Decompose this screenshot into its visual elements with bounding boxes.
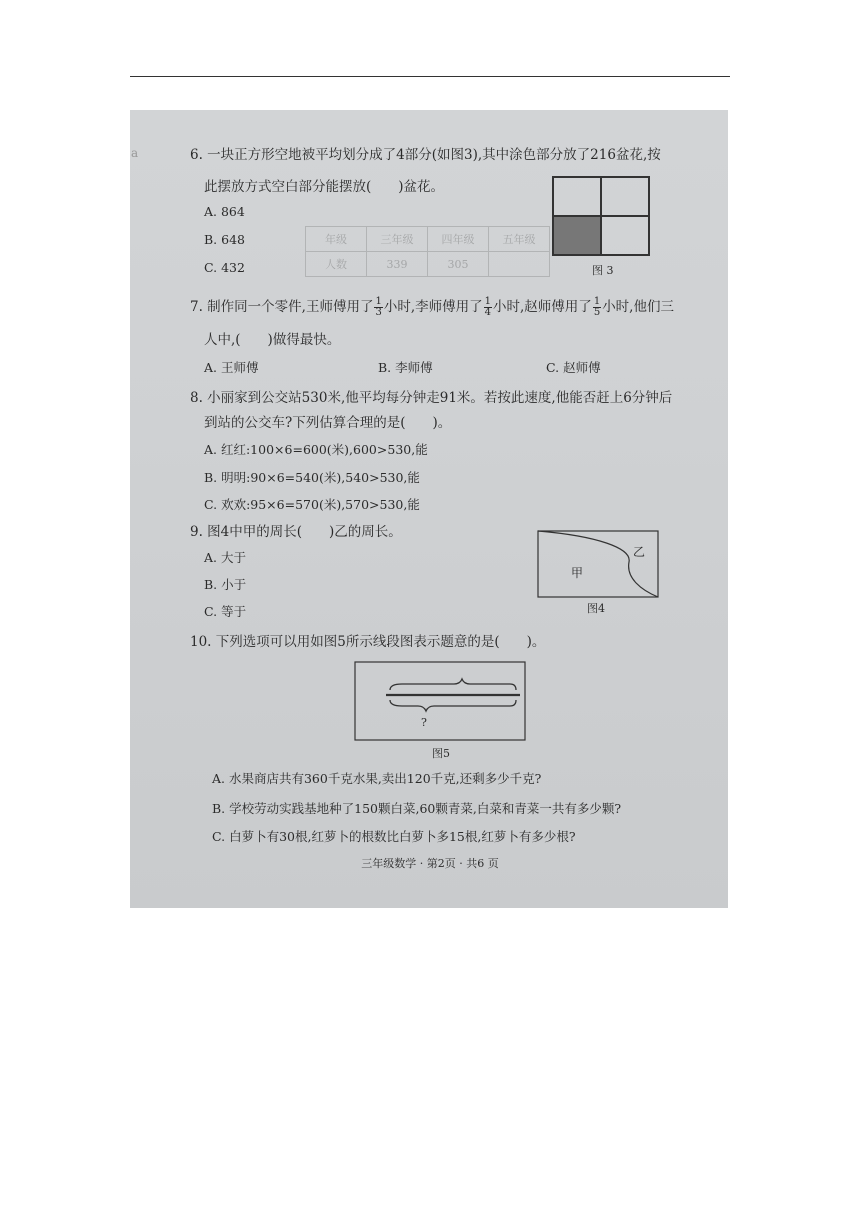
q8-option-b: B. 明明:90×6=540(米),540>530,能: [204, 470, 420, 485]
fraction-one-quarter: $\frac{1}{4}$: [484, 296, 492, 318]
square-cell-top-right: [601, 177, 649, 216]
edge-mark: a: [131, 146, 139, 160]
q8-option-a: A. 红红:100×6=600(米),600>530,能: [204, 442, 428, 457]
q8-line2: 到站的公交车?下列估算合理的是( )。: [204, 415, 452, 431]
figure-3-caption: 图 3: [592, 264, 614, 277]
label-yi: 乙: [633, 545, 646, 559]
ghost-cell: 年级: [306, 227, 367, 252]
figure-4-diagram: [537, 530, 659, 598]
q9-option-b: B. 小于: [204, 577, 247, 592]
q10-option-b: B. 学校劳动实践基地种了150颗白菜,60颗青菜,白菜和青菜一共有多少颗?: [212, 801, 622, 816]
q7-option-b: B. 李师傅: [378, 360, 433, 375]
square-cell-bottom-right: [601, 216, 649, 255]
q10-line1: 10. 下列选项可以用如图5所示线段图表示题意的是( )。: [190, 634, 546, 650]
square-cell-top-left: [553, 177, 601, 216]
q7-text-3: 小时,赵师傅用了: [493, 299, 592, 315]
bottom-brace: [390, 700, 516, 711]
ghost-cell: 339: [367, 252, 428, 277]
ghost-cell: 305: [428, 252, 489, 277]
ghost-cell: 五年级: [489, 227, 550, 252]
q7-text-4: 小时,他们三: [602, 299, 674, 315]
top-brace: [390, 679, 516, 690]
page-footer: 三年级数学 · 第2页 · 共6 页: [361, 857, 499, 870]
figure-5-caption: 图5: [432, 747, 450, 760]
q10-option-c: C. 白萝卜有30根,红萝卜的根数比白萝卜多15根,红萝卜有多少根?: [212, 829, 576, 844]
q6-line1: 6. 一块正方形空地被平均划分成了4部分(如图3),其中涂色部分放了216盆花,按: [190, 147, 661, 163]
figure-5-frame: [355, 662, 525, 740]
q10-option-a: A. 水果商店共有360千克水果,卖出120千克,还剩多少千克?: [212, 771, 542, 786]
q7-option-c: C. 赵师傅: [546, 360, 601, 375]
ghost-cell: 四年级: [428, 227, 489, 252]
q7-text-2: 小时,李师傅用了: [383, 299, 483, 315]
top-rule: [130, 76, 730, 77]
q9-option-a: A. 大于: [204, 550, 246, 565]
q8-option-c: C. 欢欢:95×6=570(米),570>530,能: [204, 497, 420, 512]
figure-5-line-diagram: [354, 661, 526, 741]
q8-line1: 8. 小丽家到公交站530米,他平均每分钟走91米。若按此速度,他能否赶上6分钟后: [190, 390, 673, 406]
bleed-through-table: [305, 226, 550, 277]
fraction-one-third: $\frac{1}{3}$: [375, 296, 382, 318]
q7-line1: [190, 297, 674, 318]
ghost-cell: 三年级: [367, 227, 428, 252]
figure-3-square: [552, 176, 650, 256]
q7-text-1: 7. 制作同一个零件,王师傅用了: [190, 299, 374, 315]
question-mark-label: ?: [421, 716, 427, 729]
label-jia: 甲: [571, 566, 584, 580]
q7-option-a: A. 王师傅: [204, 360, 259, 375]
q6-option-b: B. 648: [204, 232, 245, 247]
q6-option-c: C. 432: [204, 260, 245, 275]
q9-option-c: C. 等于: [204, 604, 247, 619]
q9-line1: 9. 图4中甲的周长( )乙的周长。: [190, 524, 402, 540]
square-cell-shaded: [553, 216, 601, 255]
fraction-one-fifth: $\frac{1}{5}$: [593, 296, 601, 318]
q6-option-a: A. 864: [204, 204, 245, 219]
figure-4-caption: 图4: [587, 602, 605, 615]
figure-4-curve: [538, 531, 658, 597]
ghost-cell: [489, 252, 550, 277]
ghost-cell: 人数: [306, 252, 367, 277]
q7-line2: 人中,( )做得最快。: [204, 332, 341, 348]
q6-line2: 此摆放方式空白部分能摆放( )盆花。: [204, 179, 445, 195]
